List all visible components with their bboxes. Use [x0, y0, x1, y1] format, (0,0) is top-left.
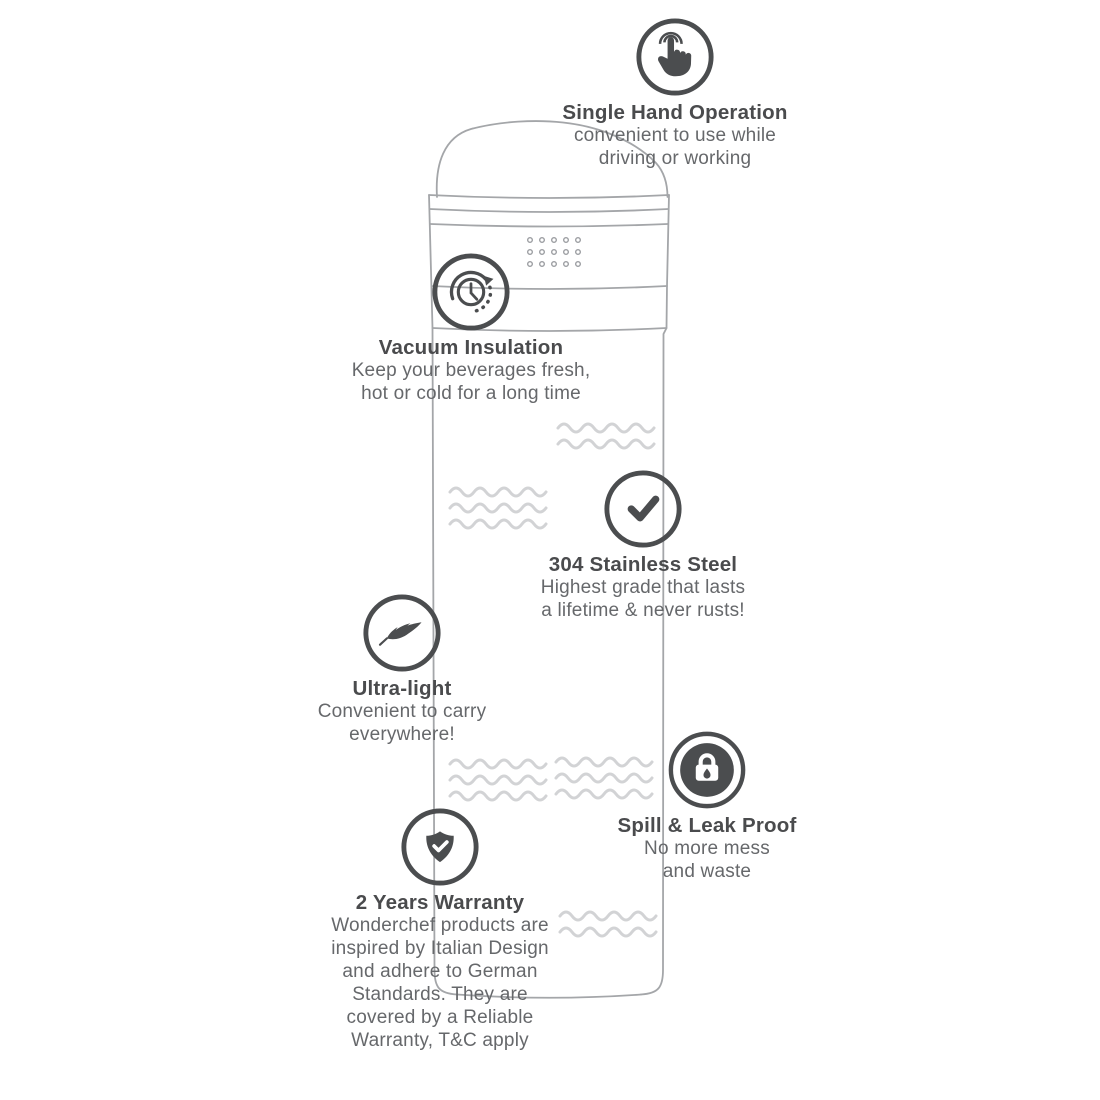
feature-description-line: Convenient to carry: [317, 701, 487, 722]
feature-callout-single-hand-operation: [525, 16, 825, 170]
feature-callout-spill-leak-proof: [557, 729, 857, 883]
feature-title: 2 Years Warranty: [355, 891, 525, 914]
feature-description-line: driving or working: [598, 148, 752, 169]
feature-description-line: Wonderchef products are: [331, 915, 549, 936]
checkmark-icon: [602, 468, 684, 550]
feature-callout-two-years-warranty: [290, 806, 590, 1052]
time-clock-icon: [430, 251, 512, 333]
feature-description-line: Keep your beverages fresh,: [351, 360, 591, 381]
feature-description-line: inspired by Italian Design: [331, 938, 549, 959]
feature-description-line: everywhere!: [349, 724, 455, 745]
feature-description-line: Standards. They are: [352, 984, 528, 1005]
shield-check-icon: [399, 806, 481, 888]
feature-callout-vacuum-insulation: [321, 251, 621, 405]
feature-title: Ultra-light: [352, 677, 452, 700]
feature-description-line: and waste: [662, 861, 752, 882]
feature-title: 304 Stainless Steel: [548, 553, 738, 576]
feature-callout-ultra-light: [252, 592, 552, 746]
feature-title: Spill & Leak Proof: [617, 814, 797, 837]
feature-title: Single Hand Operation: [562, 101, 788, 124]
feature-description-line: hot or cold for a long time: [361, 383, 581, 404]
feature-description-line: Warranty, T&C apply: [351, 1030, 529, 1051]
feature-description-line: Highest grade that lasts: [540, 577, 746, 598]
feature-description-line: covered by a Reliable: [346, 1007, 534, 1028]
feature-description-line: convenient to use while: [573, 125, 777, 146]
feather-icon: [361, 592, 443, 674]
feature-description-line: and adhere to German: [342, 961, 538, 982]
padlock-icon: [666, 729, 748, 811]
feature-title: Vacuum Insulation: [378, 336, 564, 359]
feature-description-line: a lifetime & never rusts!: [541, 600, 745, 621]
tap-hand-icon: [634, 16, 716, 98]
feature-description-line: No more mess: [644, 838, 770, 859]
